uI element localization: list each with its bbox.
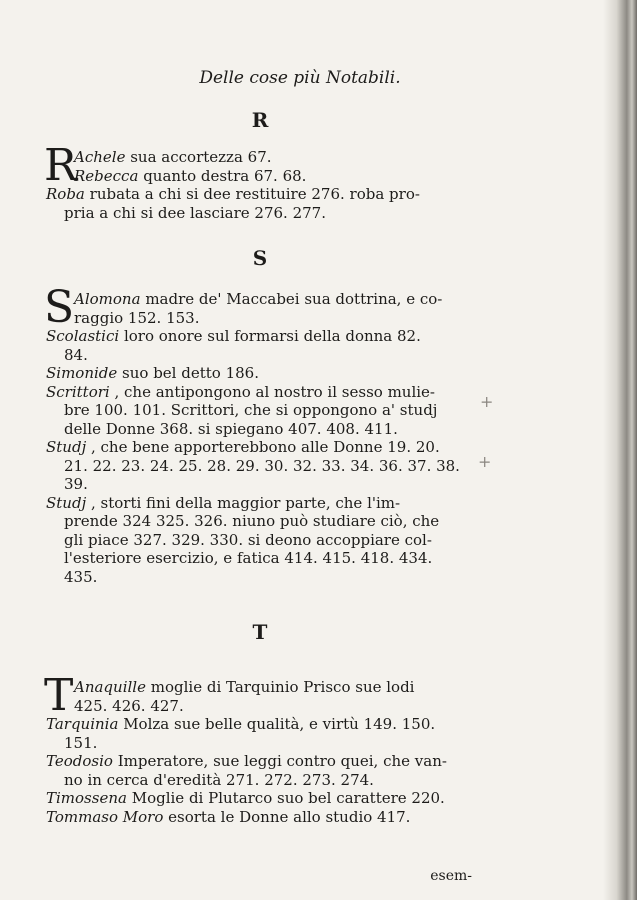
entry-scrittori bbox=[46, 383, 476, 402]
section-letter-t: T bbox=[252, 620, 268, 644]
entry-studj-1 bbox=[46, 438, 476, 457]
margin-mark: + bbox=[478, 452, 492, 471]
entry-studj-1-cont1: 21. 22. 23. 24. 25. 28. 29. 30. 32. 33. 34. 36. 37. 38. bbox=[64, 456, 460, 475]
entry-text: esorta le Donne allo studio 417. bbox=[168, 807, 411, 826]
entry-text: madre de' Maccabei sua dottrina, e co- bbox=[145, 290, 443, 308]
entry-head: Studj bbox=[46, 493, 87, 512]
entry-studj-2-cont3: l'esteriore esercizio, e fatica 414. 415. 418. 434. bbox=[64, 549, 433, 567]
page-header: Delle cose più Notabili. bbox=[199, 68, 401, 88]
entry-studj-2-cont1: prende 324 325. 326. niuno può studiare ciò, che bbox=[64, 512, 440, 530]
entry-studj-2-cont4: 435. bbox=[64, 567, 98, 586]
section-letter-r: R bbox=[251, 108, 269, 132]
entry-head: Studj bbox=[46, 438, 87, 456]
catchword: esem- bbox=[430, 868, 472, 884]
entry-head: Tarquinia bbox=[46, 715, 119, 733]
entry-roba-cont: pria a chi si dee lasciare 276. 277. bbox=[64, 203, 326, 222]
entry-head: Rebecca bbox=[74, 166, 139, 185]
dropcap-r: R bbox=[44, 140, 78, 191]
entry-text: suo bel detto 186. bbox=[122, 364, 259, 382]
dropcap-s: S bbox=[44, 282, 75, 333]
entry-text: , storti fini della maggior parte, che l'im- bbox=[91, 493, 401, 512]
entry-text: Molza sue belle qualità, e virtù 149. 150. bbox=[123, 715, 436, 733]
entry-studj-2 bbox=[46, 494, 476, 513]
entry-head: Achele bbox=[74, 148, 126, 166]
entry-tarquinia bbox=[46, 715, 476, 734]
entry-head: Scolastici bbox=[46, 327, 120, 345]
entry-timossena bbox=[46, 789, 476, 808]
section-t-entries bbox=[44, 670, 476, 826]
entry-head: Timossena bbox=[46, 789, 127, 807]
entry-scrittori-cont2: delle Donne 368. si spiegano 407. 408. 411. bbox=[64, 419, 398, 438]
entry-tommaso-moro bbox=[46, 808, 476, 827]
entry-scolastici bbox=[46, 327, 476, 346]
entry-head: Scrittori bbox=[46, 382, 110, 401]
entry-text: Moglie di Plutarco suo bel carattere 220. bbox=[131, 789, 445, 807]
entry-tanaquille-cont: 425. 426. 427. bbox=[74, 696, 184, 715]
entry-text: , che antipongono al nostro il sesso mulie- bbox=[114, 382, 435, 401]
entry-studj-1-cont2: 39. bbox=[64, 475, 88, 493]
entry-head: Roba bbox=[46, 185, 85, 203]
section-letter-s: S bbox=[252, 246, 268, 270]
entry-simonide bbox=[46, 364, 476, 383]
entry-head: Teodosio bbox=[46, 752, 113, 770]
entry-salomona-cont: raggio 152. 153. bbox=[74, 308, 200, 327]
entry-scrittori-cont1: bre 100. 101. Scrittori, che si oppongono a' studj bbox=[64, 401, 438, 419]
entry-tarquinia-cont: 151. bbox=[64, 733, 98, 752]
entry-scolastici-cont: 84. bbox=[64, 345, 88, 364]
entry-teodosio-cont: no in cerca d'eredità 271. 272. 273. 274. bbox=[64, 770, 374, 789]
entry-studj-2-cont2: gli piace 327. 329. 330. si deono accoppiare col- bbox=[64, 530, 432, 549]
page-edge bbox=[603, 0, 637, 900]
entry-text: , che bene apporterebbono alle Donne 19. 20. bbox=[91, 438, 440, 456]
entry-text: quanto destra 67. 68. bbox=[143, 166, 307, 185]
entry-head: Tommaso Moro bbox=[46, 807, 164, 826]
entry-text: Imperatore, sue leggi contro quei, che van- bbox=[117, 752, 447, 770]
margin-mark: + bbox=[480, 392, 494, 411]
entry-head: Simonide bbox=[46, 364, 118, 382]
dropcap-t: T bbox=[44, 670, 74, 721]
section-s-entries bbox=[44, 282, 476, 586]
section-r-entries bbox=[44, 140, 476, 222]
entry-text: loro onore sul formarsi della donna 82. bbox=[123, 327, 421, 345]
entry-text: rubata a chi si dee restituire 276. roba pro- bbox=[89, 185, 420, 203]
entry-text: moglie di Tarquinio Prisco sue lodi bbox=[150, 678, 415, 696]
entry-head: Alomona bbox=[74, 290, 141, 308]
entry-roba bbox=[46, 185, 476, 204]
entry-rebecca bbox=[46, 167, 476, 186]
entry-head: Anaquille bbox=[74, 678, 146, 696]
entry-teodosio bbox=[46, 752, 476, 771]
entry-text: sua accortezza 67. bbox=[130, 148, 272, 166]
